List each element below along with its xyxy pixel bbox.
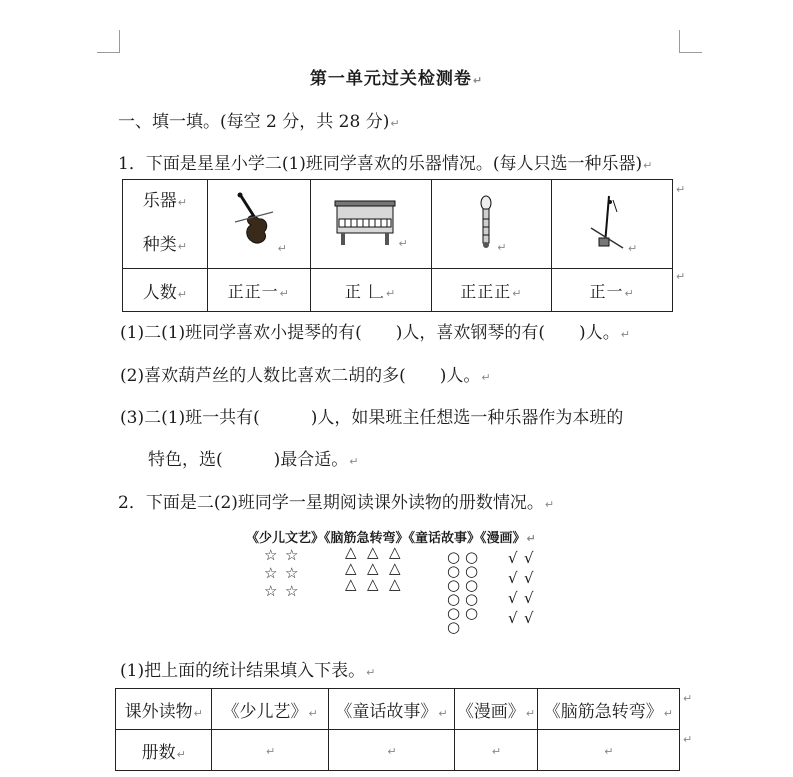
row-end-mark: ↵: [683, 692, 693, 705]
row-end-mark: ↵: [683, 733, 693, 746]
violin-cell: ↵: [207, 180, 310, 269]
reading-table-count-row: [116, 730, 680, 771]
row-end-mark: ↵: [676, 183, 686, 196]
circle-symbol: ○: [465, 590, 479, 608]
reading-header-cell: 《漫画》↵: [455, 689, 538, 730]
hulusi-cell: ↵: [431, 180, 552, 269]
triangle-symbol: △: [345, 543, 357, 561]
erhu-cell: ↵: [552, 180, 673, 269]
circle-symbol: ○: [465, 604, 479, 622]
reading-header-cell: 课外读物↵: [116, 689, 212, 730]
answer-blank-cell[interactable]: ↵: [212, 730, 328, 771]
question-1-sub-3b: 特色，选( )最合适。↵: [148, 450, 359, 470]
question-1-sub-3a: (3)二(1)班一共有( )人，如果班主任想选一种乐器作为本班的: [120, 408, 624, 428]
star-symbol: ☆: [285, 546, 299, 564]
check-symbol: √: [524, 609, 534, 627]
erhu-tally: 正一↵: [552, 269, 673, 312]
triangle-symbol: △: [367, 543, 379, 561]
triangle-symbol: △: [389, 543, 401, 561]
reading-chart-header: 《少儿文艺》《脑筋急转弯》《童话故事》《漫画》↵: [246, 531, 536, 546]
instrument-row: [123, 180, 673, 269]
reading-count-label: 册数↵: [116, 730, 212, 771]
piano-tally: 正 𠃊↵: [310, 269, 431, 312]
circle-symbol: ○: [465, 576, 479, 594]
star-symbol: ☆: [264, 582, 278, 600]
circle-symbol: ○: [465, 562, 479, 580]
page-title: 第一单元过关检测卷↵: [309, 69, 484, 89]
piano-cell: ↵: [310, 180, 431, 269]
check-symbol: √: [508, 549, 518, 567]
erhu-icon: [587, 192, 627, 252]
triangle-symbol: △: [345, 575, 357, 593]
instrument-type-label: 乐器↵ 种类↵: [123, 180, 208, 269]
check-symbol: √: [524, 549, 534, 567]
question-1-stem: 1．下面是星星小学二(1)班同学喜欢的乐器情况。(每人只选一种乐器)↵: [118, 154, 653, 174]
circle-symbol: ○: [465, 548, 479, 566]
check-symbol: √: [508, 589, 518, 607]
reading-header-cell: 《少儿艺》↵: [212, 689, 328, 730]
answer-blank-cell[interactable]: ↵: [537, 730, 679, 771]
instrument-table: [122, 179, 673, 312]
circle-symbol: ○: [447, 604, 461, 622]
check-symbol: √: [524, 589, 534, 607]
reading-header-cell: 《童话故事》↵: [328, 689, 454, 730]
check-symbol: √: [508, 609, 518, 627]
triangle-symbol: △: [345, 559, 357, 577]
triangle-symbol: △: [389, 575, 401, 593]
count-row: [123, 269, 673, 312]
triangle-symbol: △: [367, 575, 379, 593]
hulusi-tally: 正正正↵: [431, 269, 552, 312]
circle-symbol: ○: [447, 548, 461, 566]
reading-header-cell: 《脑筋急转弯》↵: [537, 689, 679, 730]
reading-table: [115, 688, 680, 771]
triangle-symbol: △: [389, 559, 401, 577]
circle-symbol: ○: [447, 590, 461, 608]
star-symbol: ☆: [285, 564, 299, 582]
violin-icon: [231, 192, 277, 252]
check-symbol: √: [524, 569, 534, 587]
margin-corner-mark-left: [97, 30, 120, 53]
circle-symbol: ○: [447, 562, 461, 580]
star-symbol: ☆: [285, 582, 299, 600]
row-end-mark: ↵: [676, 270, 686, 283]
margin-corner-mark-right: [679, 30, 702, 53]
circle-symbol: ○: [447, 618, 461, 636]
section-heading: 一、填一填。(每空 2 分，共 28 分)↵: [118, 112, 400, 132]
count-label: 人数↵: [123, 269, 208, 312]
star-symbol: ☆: [264, 546, 278, 564]
check-symbol: √: [508, 569, 518, 587]
question-1-sub-1: (1)二(1)班同学喜欢小提琴的有( )人，喜欢钢琴的有( )人。↵: [120, 323, 630, 343]
violin-tally: 正正一↵: [207, 269, 310, 312]
question-2-stem: 2．下面是二(2)班同学一星期阅读课外读物的册数情况。↵: [118, 493, 555, 513]
circle-symbol: ○: [447, 576, 461, 594]
answer-blank-cell[interactable]: ↵: [328, 730, 454, 771]
piano-icon: [333, 197, 397, 247]
hulusi-icon: [476, 193, 496, 251]
reading-table-header-row: [116, 689, 680, 730]
triangle-symbol: △: [367, 559, 379, 577]
question-2-sub-1: (1)把上面的统计结果填入下表。↵: [120, 661, 376, 681]
question-1-sub-2: (2)喜欢葫芦丝的人数比喜欢二胡的多( )人。↵: [120, 366, 491, 386]
star-symbol: ☆: [264, 564, 278, 582]
answer-blank-cell[interactable]: ↵: [455, 730, 538, 771]
